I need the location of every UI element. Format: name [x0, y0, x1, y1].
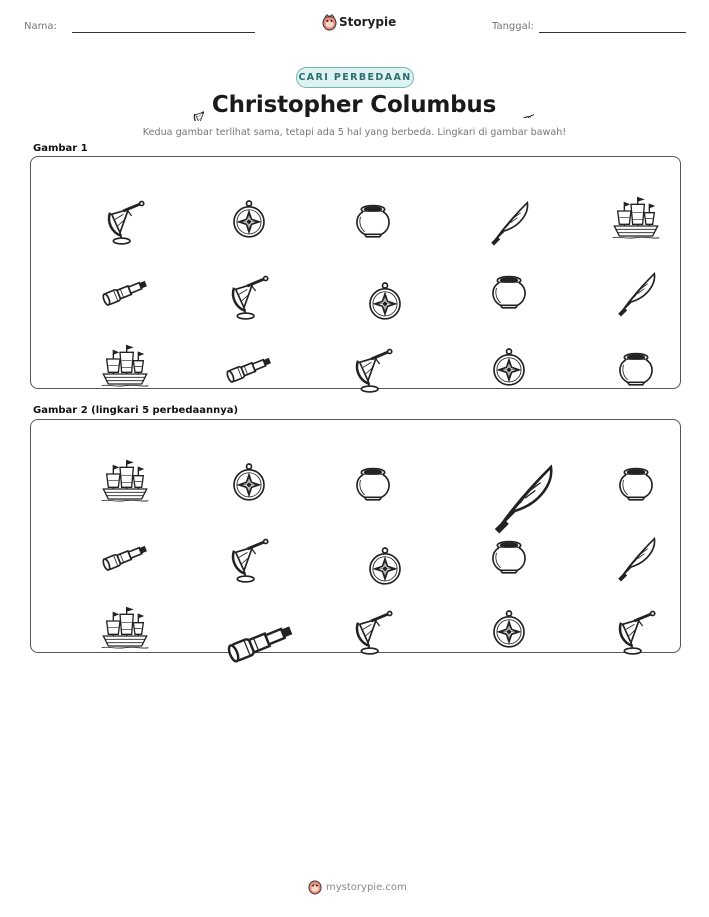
compass-icon[interactable] — [335, 518, 385, 568]
compass-icon[interactable] — [199, 434, 249, 484]
ship-icon[interactable] — [75, 581, 125, 631]
telescope-icon — [75, 242, 125, 292]
title-sextant-icon — [176, 91, 204, 121]
date-label: Tanggal: — [492, 21, 534, 32]
title-telescope-icon — [502, 92, 534, 118]
quill-icon — [459, 171, 509, 221]
panel1-label: Gambar 1 — [33, 143, 88, 154]
storypie-mascot-icon — [322, 14, 337, 31]
pot-icon[interactable] — [323, 434, 373, 484]
page-title: Christopher Columbus — [211, 92, 497, 118]
footer-url[interactable]: mystorypie.com — [326, 882, 407, 893]
sextant-icon[interactable] — [586, 581, 636, 631]
footer-mascot-icon — [308, 879, 322, 895]
sextant-icon — [323, 319, 373, 369]
pot-icon — [586, 319, 636, 369]
date-field[interactable] — [539, 32, 686, 33]
pot-icon[interactable] — [586, 434, 636, 484]
brand-logo — [322, 14, 397, 32]
ship-icon — [75, 319, 125, 369]
compass-icon — [459, 319, 509, 369]
sextant-icon[interactable] — [323, 581, 373, 631]
brand-name: Storypie — [339, 15, 397, 29]
telescope-icon[interactable] — [75, 507, 125, 557]
ship-icon — [586, 171, 636, 221]
compass-icon[interactable] — [459, 581, 509, 631]
compass-icon — [199, 171, 249, 221]
compass-icon — [335, 253, 385, 303]
instructions: Kedua gambar terlihat sama, tetapi ada 5 hal yang berbeda. Lingkari di gambar bawah! — [142, 127, 567, 138]
telescope-icon — [199, 319, 249, 369]
sextant-icon — [199, 246, 249, 296]
ship-icon[interactable] — [75, 434, 125, 484]
quill-icon — [586, 242, 636, 292]
pot-icon[interactable] — [459, 507, 509, 557]
quill-icon[interactable] — [586, 507, 636, 557]
activity-badge: CARI PERBEDAAN — [296, 67, 414, 88]
name-field[interactable] — [72, 32, 255, 33]
name-label: Nama: — [24, 21, 57, 32]
pot-icon — [323, 171, 373, 221]
sextant-icon — [75, 171, 125, 221]
telescope-icon[interactable] — [188, 570, 261, 643]
pot-icon — [459, 242, 509, 292]
panel2-label: Gambar 2 (lingkari 5 perbedaannya) — [33, 405, 239, 416]
sextant-icon[interactable] — [199, 509, 249, 559]
quill-icon[interactable] — [445, 418, 523, 496]
